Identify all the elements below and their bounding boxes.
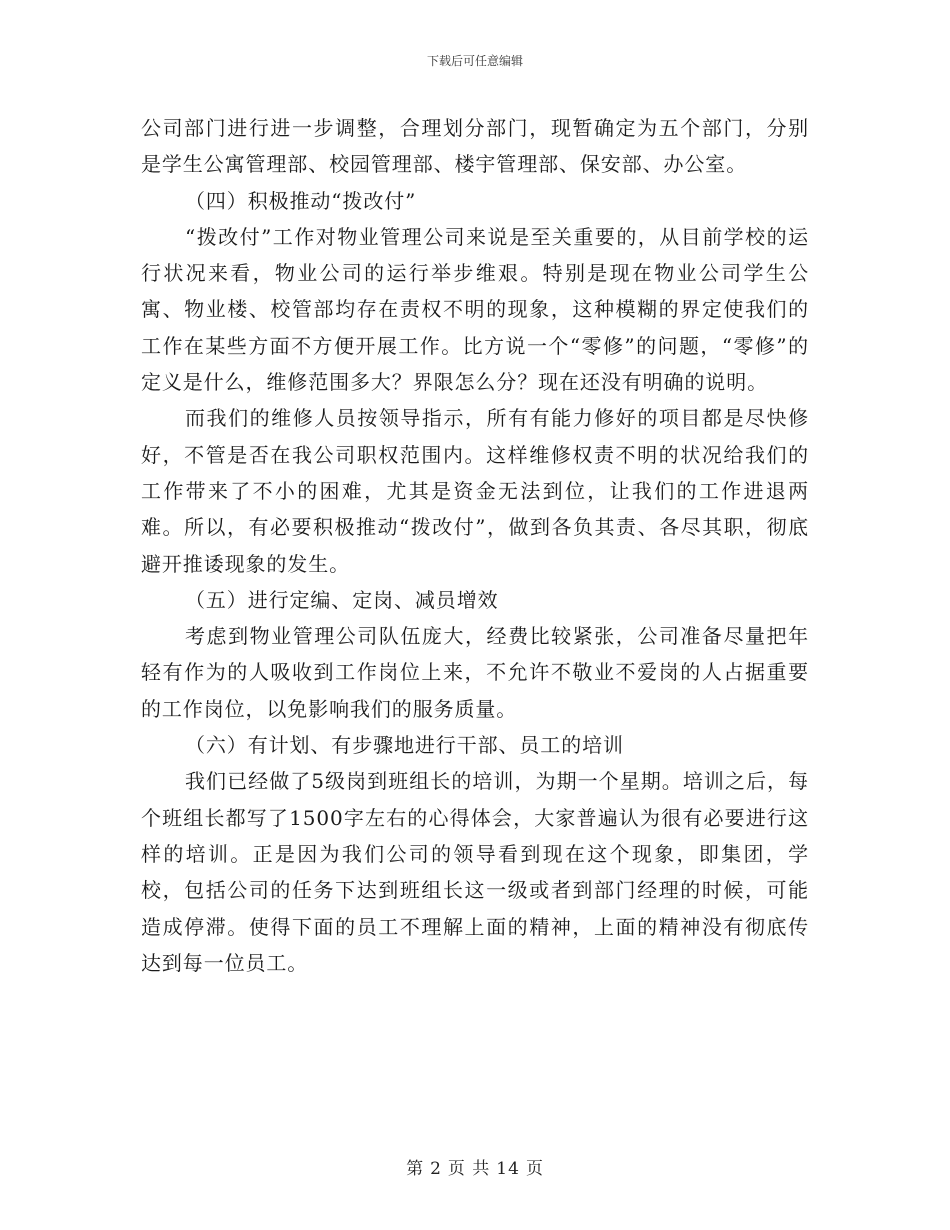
paragraph: 公司部门进行进一步调整，合理划分部门，现暂确定为五个部门，分别是学生公寓管理部、校园管理部、楼宇管理部、保安部、办公室。 xyxy=(141,116,809,177)
paragraph: 我们已经做了5级岗到班组长的培训，为期一个星期。培训之后，每个班组长都写了1500字左右的心得体会，大家普遍认为很有必要进行这样的培训。正是因为我们公司的领导看到现在这个现象，即集团，学校，包括公司的任务下达到班组长这一级或者到部门经理的时候，可能造成停滞。使得下面的员工不理解上面的精神，上面的精神没有彻底传达到每一位员工。 xyxy=(141,769,809,975)
page-header: 下载后可任意编辑 xyxy=(426,54,523,68)
page-footer xyxy=(0,1154,950,1179)
paragraph: 考虑到物业管理公司队伍庞大，经费比较紧张，公司准备尽量把年轻有作为的人吸收到工作岗位上来，不允许不敬业不爱岗的人占据重要的工作岗位，以免影响我们的服务质量。 xyxy=(141,624,809,721)
footer-suffix: 页 xyxy=(525,1159,544,1179)
section-heading-6: （六）有计划、有步骤地进行干部、员工的培训 xyxy=(185,733,624,758)
section-heading-5: （五）进行定编、定岗、减员增效 xyxy=(185,587,499,612)
section-heading-4: （四）积极推动“拨改付” xyxy=(185,188,417,213)
total-pages: 14 xyxy=(496,1159,520,1179)
paragraph: “拨改付”工作对物业管理公司来说是至关重要的，从目前学校的运行状况来看，物业公司的运行举步维艰。特别是现在物业公司学生公寓、物业楼、校管部均存在责权不明的现象，这种模糊的界定使我们的工作在某些方面不方便开展工作。比方说一个“零修”的问题，“零修”的定义是什么，维修范围多大？界限怎么分？现在还没有明确的说明。 xyxy=(141,224,809,395)
paragraph: 而我们的维修人员按领导指示，所有有能力修好的项目都是尽快修好，不管是否在我公司职权范围内。这样维修权责不明的状况给我们的工作带来了不小的困难，尤其是资金无法到位，让我们的工作进退两难。所以，有必要积极推动“拨改付”，做到各负其责、各尽其职，彻底避开推诿现象的发生。 xyxy=(141,406,809,576)
footer-middle: 页 共 xyxy=(447,1159,491,1179)
document-body xyxy=(141,110,809,981)
footer-prefix: 第 xyxy=(406,1159,425,1179)
page-number: 2 xyxy=(430,1159,442,1179)
